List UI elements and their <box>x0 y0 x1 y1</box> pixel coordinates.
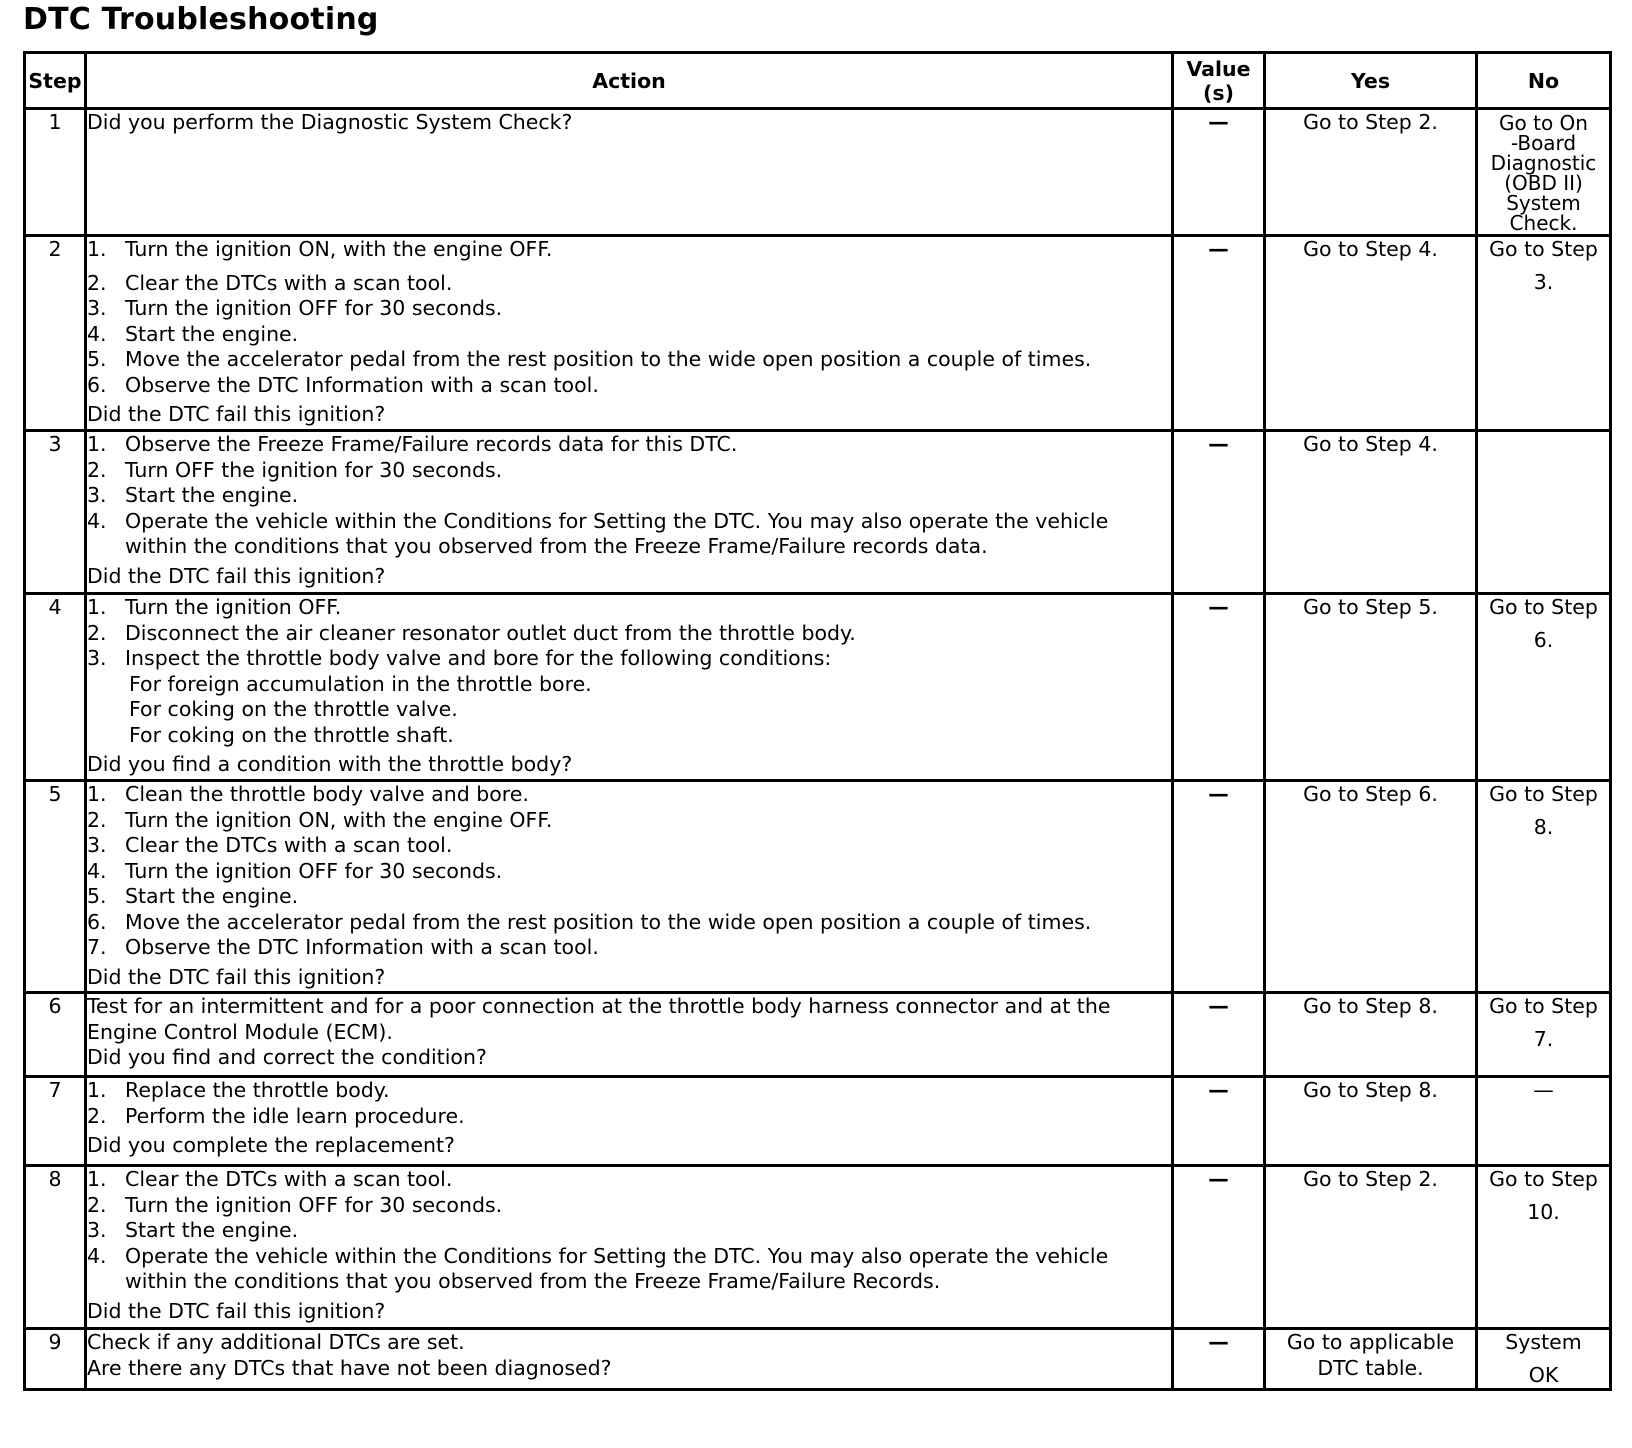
no-line: 3. <box>1533 269 1554 294</box>
list-text: Clean the throttle body valve and bore. <box>125 782 529 806</box>
no-cell <box>1477 594 1611 781</box>
header-value-line2: (s) <box>1203 80 1234 105</box>
action-question: Did the DTC fail this ignition? <box>87 964 386 989</box>
header-value-line1: Value <box>1186 56 1251 81</box>
list-number: 4. <box>87 1243 107 1268</box>
no-line: — <box>1533 1078 1554 1102</box>
action-list-item <box>87 646 1171 672</box>
table-row <box>25 1166 1611 1329</box>
list-number: 2. <box>87 807 107 832</box>
list-number: 5. <box>87 347 107 371</box>
action-list-item <box>87 432 1171 458</box>
list-text: Move the accelerator pedal from the rest position to the wide open position a couple of times. <box>125 347 1092 371</box>
table-row <box>25 1077 1611 1166</box>
no-line: Check. <box>1509 211 1578 235</box>
table-row <box>25 594 1611 781</box>
yes-text: Go to Step 2. <box>1303 1167 1438 1191</box>
action-list-item <box>87 935 1171 961</box>
list-text: Turn the ignition ON, with the engine OFF. <box>125 807 553 832</box>
action-cell <box>86 781 1173 993</box>
yes-cell <box>1265 781 1477 993</box>
list-number: 1. <box>87 782 107 806</box>
list-text: Observe the DTC Information with a scan tool. <box>125 935 599 959</box>
step-number: 6 <box>25 993 86 1077</box>
yes-text: Go to Step 8. <box>1303 994 1438 1018</box>
list-text: Clear the DTCs with a scan tool. <box>125 833 453 857</box>
list-number: 2. <box>87 620 107 645</box>
value-cell: — <box>1173 781 1265 993</box>
no-line: Go to Step <box>1489 595 1598 619</box>
value-cell: — <box>1173 236 1265 431</box>
action-list-item <box>87 884 1171 910</box>
list-number: 2. <box>87 1192 107 1217</box>
list-number: 2. <box>87 1103 107 1128</box>
action-cell <box>86 1077 1173 1166</box>
value-cell: — <box>1173 109 1265 236</box>
table-header-row <box>25 53 1611 109</box>
action-list-item <box>87 509 1171 560</box>
no-cell <box>1477 236 1611 431</box>
list-number: 1. <box>87 432 107 456</box>
action-list-item <box>87 910 1171 936</box>
no-cell <box>1477 109 1611 236</box>
yes-line: Go to applicable <box>1286 1330 1455 1354</box>
table-row <box>25 1329 1611 1390</box>
header-action: Action <box>86 53 1173 109</box>
list-text: Clear the DTCs with a scan tool. <box>125 270 453 295</box>
action-question: Did you complete the replacement? <box>87 1133 455 1157</box>
action-list-item <box>87 782 1171 808</box>
value-cell: — <box>1173 594 1265 781</box>
value-cell: — <box>1173 1329 1265 1390</box>
list-text: Inspect the throttle body valve and bore for the following conditions: <box>125 646 832 670</box>
no-line: 8. <box>1533 814 1554 839</box>
action-question: Did you find a condition with the throttle body? <box>87 752 573 776</box>
action-list-item <box>87 1193 1171 1219</box>
list-text: Start the engine. <box>125 1218 299 1242</box>
yes-line: DTC table. <box>1317 1355 1424 1380</box>
action-question: Did the DTC fail this ignition? <box>87 1298 386 1323</box>
action-cell <box>86 1329 1173 1390</box>
no-cell <box>1477 781 1611 993</box>
no-line: System <box>1505 1330 1582 1354</box>
list-text: Turn OFF the ignition for 30 seconds. <box>125 457 503 482</box>
action-list-item <box>87 833 1171 859</box>
action-list-item <box>87 595 1171 621</box>
list-number: 1. <box>87 595 107 619</box>
no-line: (OBD II) <box>1504 171 1583 195</box>
page-title: DTC Troubleshooting <box>23 2 379 37</box>
table-row <box>25 781 1611 993</box>
action-sub-item: For foreign accumulation in the throttle bore. <box>129 671 592 696</box>
list-text: Disconnect the air cleaner resonator outlet duct from the throttle body. <box>125 620 856 645</box>
action-cell <box>86 1166 1173 1329</box>
step-number: 2 <box>25 236 86 431</box>
action-list-item <box>87 621 1171 647</box>
action-list-item <box>87 296 1171 322</box>
no-line: Go to Step <box>1489 1167 1598 1191</box>
action-list-item <box>87 458 1171 484</box>
list-number: 4. <box>87 858 107 883</box>
action-question: Are there any DTCs that have not been diagnosed? <box>87 1355 612 1380</box>
no-line: 6. <box>1533 627 1554 652</box>
list-text: Move the accelerator pedal from the rest position to the wide open position a couple of times. <box>125 909 1092 934</box>
action-cell <box>86 431 1173 594</box>
list-text: Replace the throttle body. <box>125 1078 390 1102</box>
list-number: 4. <box>87 321 107 346</box>
yes-text: Go to Step 4. <box>1303 237 1438 261</box>
no-line: -Board <box>1510 131 1577 155</box>
action-list-item <box>87 1167 1171 1193</box>
yes-text: Go to Step 6. <box>1303 782 1438 806</box>
list-text: Turn the ignition OFF for 30 seconds. <box>125 1192 503 1217</box>
list-number: 3. <box>87 483 107 507</box>
value-cell: — <box>1173 1077 1265 1166</box>
step-number: 4 <box>25 594 86 781</box>
table-row <box>25 109 1611 236</box>
value-cell: — <box>1173 431 1265 594</box>
list-number: 1. <box>87 1167 107 1191</box>
no-line: OK <box>1528 1362 1559 1387</box>
action-question: Did you perform the Diagnostic System Check? <box>87 110 573 134</box>
list-number: 6. <box>87 372 107 397</box>
no-line: 7. <box>1533 1026 1554 1051</box>
action-cell <box>86 236 1173 431</box>
no-cell <box>1477 1329 1611 1390</box>
yes-cell <box>1265 236 1477 431</box>
action-cell <box>86 993 1173 1077</box>
action-list-item <box>87 1104 1171 1130</box>
action-list-item <box>87 322 1171 348</box>
yes-text: Go to Step 5. <box>1303 595 1438 619</box>
list-number: 1. <box>87 1078 107 1102</box>
list-number: 3. <box>87 296 107 320</box>
list-number: 7. <box>87 935 107 959</box>
list-number: 2. <box>87 457 107 482</box>
list-text: Start the engine. <box>125 483 299 507</box>
header-yes: Yes <box>1265 53 1477 109</box>
no-cell <box>1477 1166 1611 1329</box>
step-number: 7 <box>25 1077 86 1166</box>
no-line: Go to Step <box>1489 782 1598 806</box>
action-list-item <box>87 347 1171 373</box>
value-cell: — <box>1173 1166 1265 1329</box>
list-text: Operate the vehicle within the Conditions for Setting the DTC. You may also operate the vehicle within the conditions that you observed from the Freeze Frame/Failure Records. <box>125 1243 1109 1293</box>
list-text: Start the engine. <box>125 884 299 908</box>
header-no: No <box>1477 53 1611 109</box>
action-question: Did the DTC fail this ignition? <box>87 402 386 426</box>
yes-cell <box>1265 109 1477 236</box>
action-sub-item: For coking on the throttle shaft. <box>129 722 454 747</box>
no-cell <box>1477 1077 1611 1166</box>
list-number: 1. <box>87 237 107 261</box>
header-step: Step <box>25 53 86 109</box>
action-list-item <box>87 1244 1171 1295</box>
list-number: 6. <box>87 909 107 934</box>
action-list-item <box>87 1218 1171 1244</box>
list-number: 4. <box>87 508 107 533</box>
step-number: 5 <box>25 781 86 993</box>
step-number: 3 <box>25 431 86 594</box>
yes-text: Go to Step 4. <box>1303 432 1438 456</box>
action-list-item <box>87 859 1171 885</box>
list-text: Turn the ignition OFF for 30 seconds. <box>125 858 503 883</box>
list-text: Observe the DTC Information with a scan tool. <box>125 372 599 397</box>
no-line: Go to On <box>1499 111 1588 135</box>
no-cell <box>1477 431 1611 594</box>
action-list-item <box>87 373 1171 399</box>
list-text: Observe the Freeze Frame/Failure records data for this DTC. <box>125 432 738 456</box>
no-line: Go to Step <box>1489 994 1598 1018</box>
list-text: Turn the ignition ON, with the engine OFF. <box>125 237 553 261</box>
yes-text: Go to Step 8. <box>1303 1078 1438 1102</box>
yes-cell <box>1265 993 1477 1077</box>
no-line: 10. <box>1527 1199 1560 1224</box>
yes-cell <box>1265 594 1477 781</box>
action-list-item <box>87 237 1171 263</box>
header-value <box>1173 53 1265 109</box>
action-intro: Test for an intermittent and for a poor connection at the throttle body harness connector and at the Engine Control Module (ECM). <box>87 994 1111 1044</box>
no-line: Go to Step <box>1489 237 1598 261</box>
action-sub-item: For coking on the throttle valve. <box>129 697 458 721</box>
yes-cell <box>1265 1077 1477 1166</box>
list-text: Turn the ignition OFF for 30 seconds. <box>125 296 503 320</box>
table-row <box>25 431 1611 594</box>
yes-cell <box>1265 1329 1477 1390</box>
yes-text: Go to Step 2. <box>1303 110 1438 134</box>
step-number: 8 <box>25 1166 86 1329</box>
no-line: Diagnostic <box>1490 151 1597 175</box>
list-text: Clear the DTCs with a scan tool. <box>125 1167 453 1191</box>
step-number: 9 <box>25 1329 86 1390</box>
list-number: 3. <box>87 646 107 670</box>
list-text: Perform the idle learn procedure. <box>125 1103 465 1128</box>
action-list-item <box>87 1078 1171 1104</box>
list-text: Start the engine. <box>125 321 299 346</box>
list-number: 5. <box>87 884 107 908</box>
action-cell <box>86 594 1173 781</box>
table-row <box>25 236 1611 431</box>
dtc-troubleshooting-table <box>23 51 1612 1391</box>
no-cell <box>1477 993 1611 1077</box>
table-row <box>25 993 1611 1077</box>
action-list-item <box>87 808 1171 834</box>
list-number: 3. <box>87 833 107 857</box>
action-list-item <box>87 483 1171 509</box>
value-cell: — <box>1173 993 1265 1077</box>
yes-cell <box>1265 1166 1477 1329</box>
list-text: Operate the vehicle within the Conditions for Setting the DTC. You may also operate the vehicle within the conditions that you observed from the Freeze Frame/Failure records data. <box>125 508 1109 558</box>
list-text: Turn the ignition OFF. <box>125 595 342 619</box>
step-number: 1 <box>25 109 86 236</box>
action-cell <box>86 109 1173 236</box>
no-line: System <box>1506 191 1581 215</box>
action-intro: Check if any additional DTCs are set. <box>87 1330 465 1354</box>
action-list-item <box>87 271 1171 297</box>
action-question: Did the DTC fail this ignition? <box>87 563 386 588</box>
list-number: 2. <box>87 270 107 295</box>
action-question: Did you find and correct the condition? <box>87 1045 487 1069</box>
yes-cell <box>1265 431 1477 594</box>
list-number: 3. <box>87 1218 107 1242</box>
